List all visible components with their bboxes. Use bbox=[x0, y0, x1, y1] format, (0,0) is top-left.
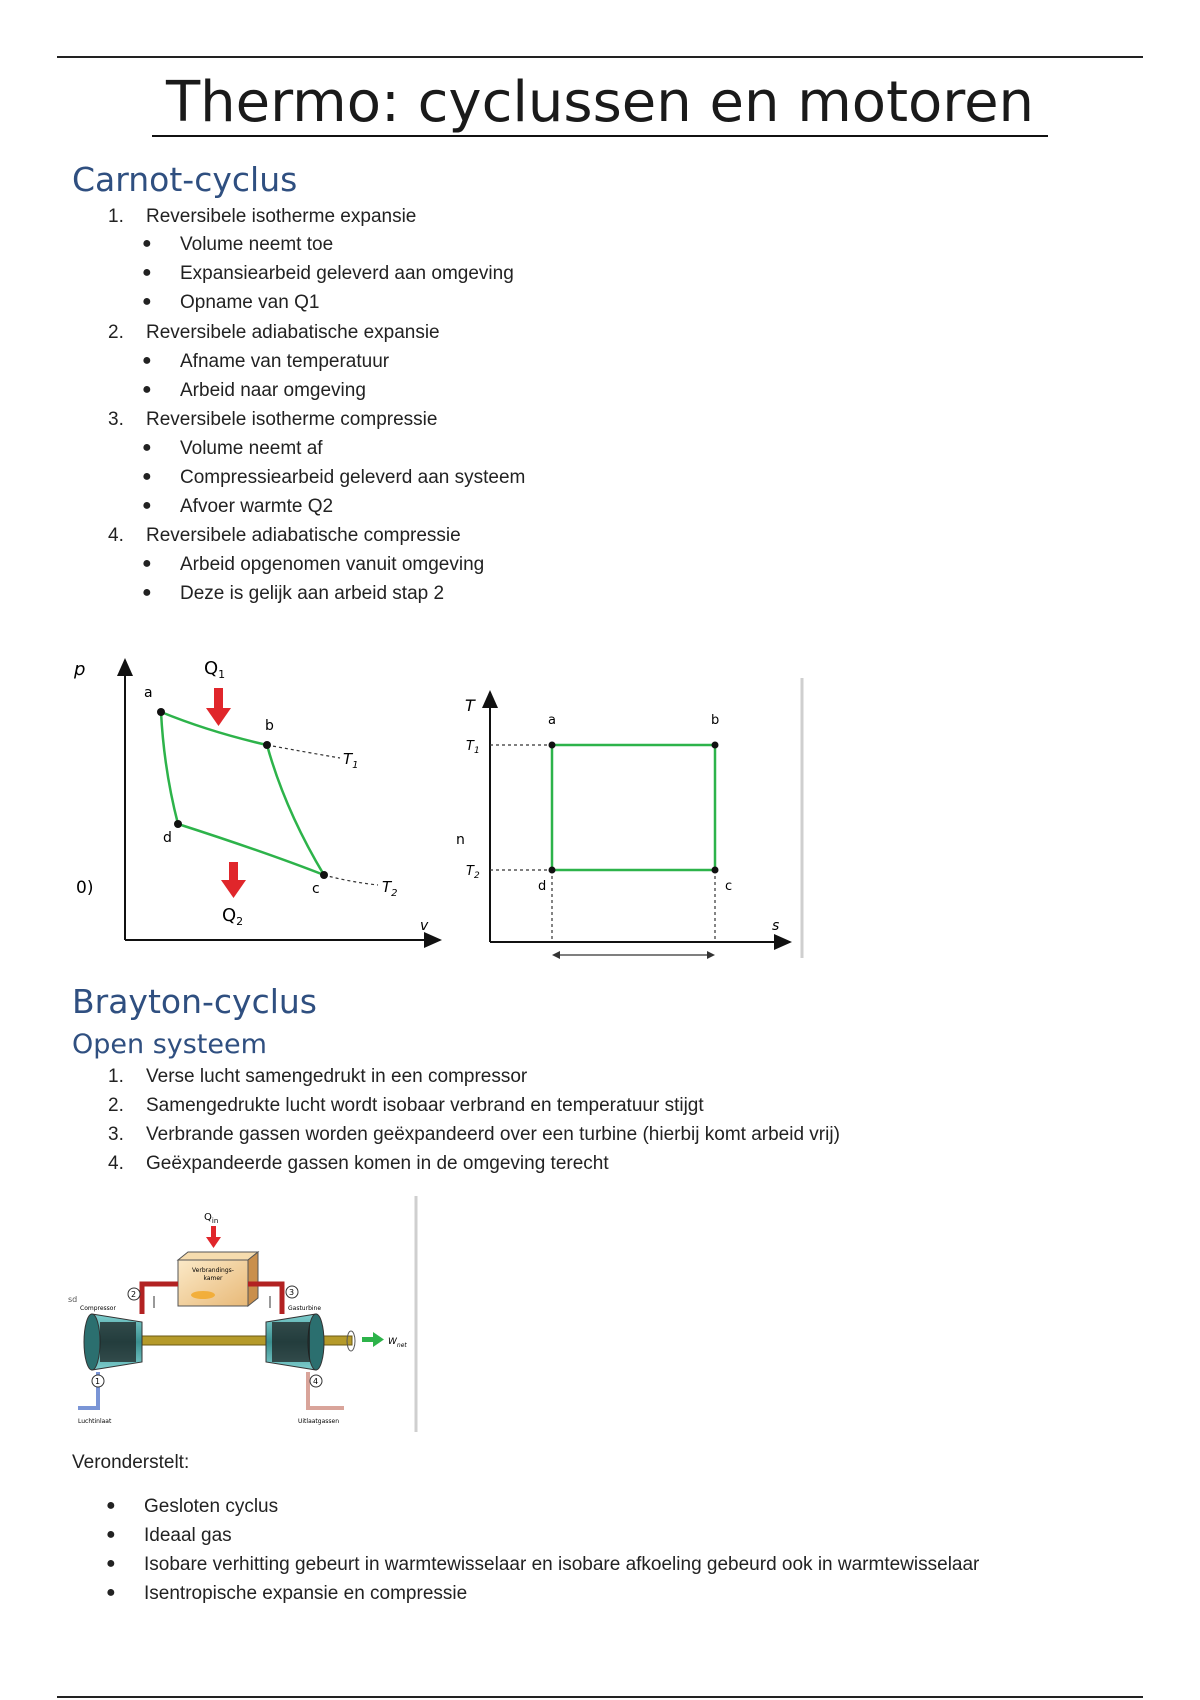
pv-label-b: b bbox=[265, 718, 274, 734]
pv-diagram bbox=[73, 658, 440, 940]
state-1-label: 1 bbox=[95, 1377, 101, 1386]
ts-point-c bbox=[712, 867, 719, 874]
carnot-diagrams bbox=[60, 640, 820, 970]
assumptions-label: Veronderstelt: bbox=[72, 1452, 190, 1473]
ts-label-a: a bbox=[548, 713, 556, 728]
ts-label-d: d bbox=[538, 879, 547, 894]
ts-label-c: c bbox=[725, 879, 733, 894]
pv-label-t2: $T_2$ bbox=[382, 878, 398, 899]
ts-label-t2: $T_2$ bbox=[466, 864, 480, 881]
top-rule bbox=[57, 56, 1143, 58]
flame-icon bbox=[191, 1291, 215, 1299]
pv-point-d bbox=[174, 820, 182, 828]
ts-axis-s-label: s bbox=[772, 918, 780, 934]
state-2-label: 2 bbox=[131, 1290, 137, 1299]
pv-t2-isotherm-ext bbox=[324, 875, 378, 885]
chamber-side bbox=[248, 1252, 258, 1306]
chamber-label-1: Verbrandings- bbox=[192, 1267, 234, 1274]
brayton-stray-label: sd bbox=[68, 1295, 78, 1304]
pv-point-b bbox=[263, 741, 271, 749]
heat-in-arrow-icon bbox=[206, 1226, 221, 1248]
pv-label-c: c bbox=[312, 881, 320, 897]
w-net-label: $W_{net}$ bbox=[388, 1337, 407, 1349]
brayton-heading: Brayton-cyclus bbox=[72, 982, 318, 1021]
state-3-label: 3 bbox=[289, 1288, 295, 1297]
ts-label-b: b bbox=[711, 713, 720, 728]
bottom-rule bbox=[57, 1696, 1143, 1698]
open-system-subheading: Open systeem bbox=[72, 1029, 267, 1060]
exhaust-label: Uitlaatgassen bbox=[298, 1418, 340, 1425]
heat-out-arrow-icon bbox=[221, 862, 246, 898]
pv-label-t1: $T_1$ bbox=[343, 750, 359, 771]
compressor bbox=[84, 1314, 142, 1370]
pipe-2 bbox=[142, 1284, 178, 1314]
q-in-label: $Q_{in}$ bbox=[204, 1212, 219, 1225]
pv-axis-p-label: p bbox=[74, 659, 86, 680]
state-4-label: 4 bbox=[313, 1377, 319, 1386]
pv-label-q2: $Q_2$ bbox=[222, 905, 244, 928]
pv-isotherm-cd bbox=[178, 824, 324, 875]
ts-point-b bbox=[712, 742, 719, 749]
pv-label-a: a bbox=[144, 685, 153, 701]
ts-diagram bbox=[456, 678, 802, 959]
ts-point-a bbox=[549, 742, 556, 749]
ts-label-t1: $T_1$ bbox=[466, 739, 480, 756]
chamber-label-2: kamer bbox=[203, 1275, 223, 1282]
ts-span-left-arrow-icon bbox=[552, 951, 560, 959]
ts-point-d bbox=[549, 867, 556, 874]
pv-adiabat-bc bbox=[267, 745, 324, 875]
ts-stray-label: n bbox=[456, 832, 465, 848]
turbine bbox=[266, 1314, 324, 1370]
pv-t1-isotherm-ext bbox=[267, 745, 340, 758]
pv-point-c bbox=[320, 871, 328, 879]
compressor-label: Compressor bbox=[80, 1305, 116, 1312]
pv-adiabat-da bbox=[161, 712, 178, 824]
pv-label-q1: $Q_1$ bbox=[204, 658, 226, 681]
page-title: Thermo: cyclussen en motoren bbox=[0, 68, 1200, 138]
ts-span-right-arrow-icon bbox=[707, 951, 715, 959]
carnot-heading: Carnot-cyclus bbox=[72, 160, 298, 199]
chamber-top bbox=[178, 1252, 258, 1260]
ts-axis-t-label: T bbox=[465, 696, 475, 715]
turbine-label: Gasturbine bbox=[288, 1305, 322, 1312]
brayton-diagram bbox=[70, 1196, 420, 1436]
pv-label-d: d bbox=[163, 830, 172, 846]
pv-axis-v-label: v bbox=[420, 918, 429, 934]
work-out-arrow-icon bbox=[362, 1332, 384, 1347]
air-inlet-label: Luchtinlaat bbox=[78, 1418, 112, 1425]
pv-stray-label: 0) bbox=[76, 878, 94, 898]
heat-in-arrow-icon bbox=[206, 688, 231, 726]
pv-point-a bbox=[157, 708, 165, 716]
ts-cycle-rect bbox=[552, 745, 715, 870]
